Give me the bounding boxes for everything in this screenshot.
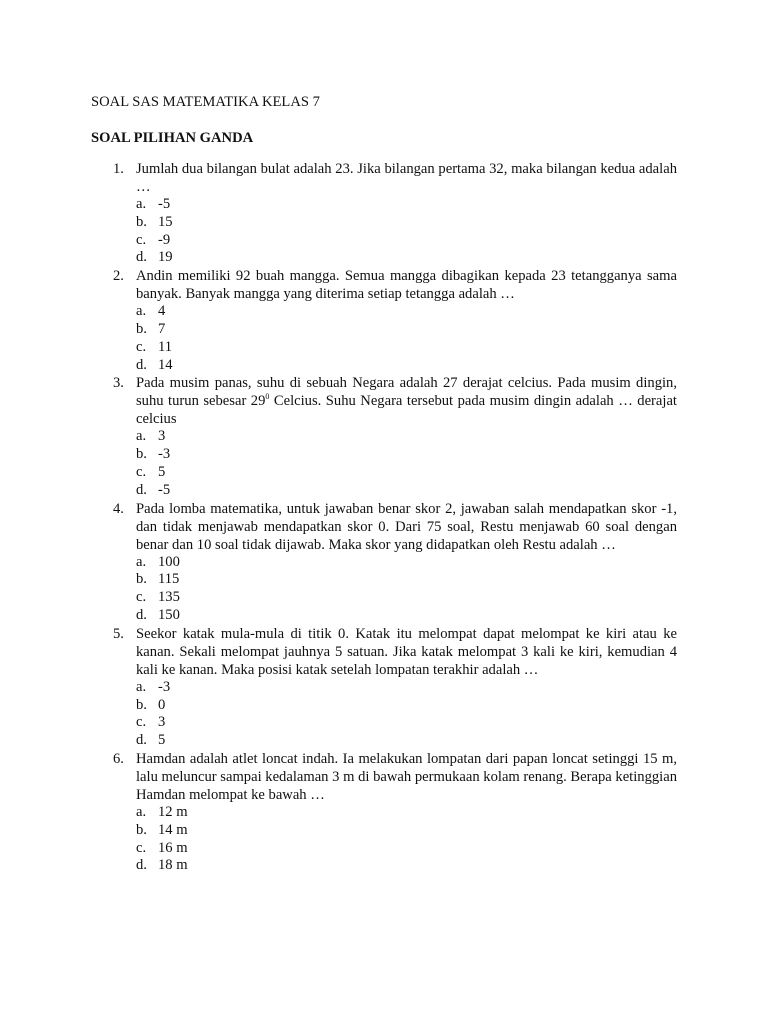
option-b xyxy=(136,571,677,589)
option-letter: d. xyxy=(136,606,147,623)
question-6 xyxy=(91,750,677,875)
option-a xyxy=(136,804,677,822)
question-text: Hamdan adalah atlet loncat indah. Ia melakukan lompatan dari papan loncat setinggi 15 m, lalu meluncur sampai kedalaman 3 m di bawah permukaan kolam renang. Berapa ketinggian Hamdan melompat ke bawah … xyxy=(136,750,677,803)
question-3 xyxy=(91,374,677,499)
option-letter: d. xyxy=(136,857,147,874)
option-list xyxy=(136,804,677,875)
option-letter: b. xyxy=(136,446,147,463)
document-title: SOAL SAS MATEMATIKA KELAS 7 xyxy=(91,94,320,110)
option-text: 18 m xyxy=(158,857,188,874)
option-c xyxy=(136,714,677,732)
option-text: 7 xyxy=(158,320,166,337)
option-text: 100 xyxy=(158,553,180,570)
option-letter: a. xyxy=(136,303,147,320)
question-text: Andin memiliki 92 buah mangga. Semua mangga dibagikan kepada 23 tetangganya sama banyak. Banyak mangga yang diterima setiap tetangga adalah … xyxy=(136,268,677,303)
option-text: 135 xyxy=(158,589,180,606)
option-letter: a. xyxy=(136,678,147,695)
question-text-part: Pada musim panas, suhu di sebuah Negara adalah 27 derajat celcius. Pada musim dingin, suhu turun sebesar 29 xyxy=(136,375,677,410)
option-b xyxy=(136,214,677,232)
option-c xyxy=(136,232,677,250)
option-list xyxy=(136,554,677,625)
option-letter: c. xyxy=(136,338,147,355)
option-text: 14 m xyxy=(158,821,188,838)
question-number: 3. xyxy=(113,375,124,392)
option-letter: d. xyxy=(136,732,147,749)
option-b xyxy=(136,822,677,840)
option-text: 3 xyxy=(158,428,166,445)
option-letter: a. xyxy=(136,196,147,212)
option-letter: d. xyxy=(136,356,147,373)
option-b xyxy=(136,446,677,464)
option-letter: a. xyxy=(136,553,147,570)
option-a xyxy=(136,679,677,697)
question-2 xyxy=(91,267,677,374)
option-text: 4 xyxy=(158,303,166,320)
option-letter: b. xyxy=(136,821,147,838)
section-title: SOAL PILIHAN GANDA xyxy=(91,130,254,146)
option-text: 0 xyxy=(158,696,166,713)
option-letter: a. xyxy=(136,803,147,820)
question-1 xyxy=(91,160,677,267)
option-text: 115 xyxy=(158,571,180,588)
option-text: 5 xyxy=(158,463,166,480)
question-list xyxy=(91,160,677,875)
option-text: 5 xyxy=(158,732,166,749)
question-number: 5. xyxy=(113,625,124,642)
option-b xyxy=(136,321,677,339)
question-text xyxy=(136,374,677,428)
option-d xyxy=(136,357,677,375)
option-letter: c. xyxy=(136,714,147,731)
question-number: 1. xyxy=(113,161,124,177)
option-letter: c. xyxy=(136,589,147,606)
question-text-part: Celcius. Suhu Negara tersebut pada musim dingin adalah … derajat celcius xyxy=(136,393,677,428)
option-a xyxy=(136,428,677,446)
option-text: 3 xyxy=(158,714,166,731)
option-list xyxy=(136,303,677,374)
option-text: -5 xyxy=(158,481,171,498)
option-text: 11 xyxy=(158,338,173,355)
document-page xyxy=(91,92,677,875)
option-a xyxy=(136,554,677,572)
option-letter: d. xyxy=(136,481,147,498)
option-list xyxy=(136,196,677,267)
option-text: 14 xyxy=(158,356,173,373)
option-list xyxy=(136,679,677,750)
question-text: Jumlah dua bilangan bulat adalah 23. Jika bilangan pertama 32, maka bilangan kedua adalah … xyxy=(136,161,677,195)
option-list xyxy=(136,428,677,499)
option-letter: c. xyxy=(136,231,147,248)
option-text: 15 xyxy=(158,213,173,230)
option-letter: b. xyxy=(136,696,147,713)
option-d xyxy=(136,857,677,875)
option-c xyxy=(136,464,677,482)
option-text: 12 m xyxy=(158,803,188,820)
option-letter: b. xyxy=(136,320,147,337)
degree-superscript: 0 xyxy=(265,392,270,402)
option-letter: b. xyxy=(136,213,147,230)
option-c xyxy=(136,589,677,607)
option-text: 16 m xyxy=(158,839,188,856)
question-5 xyxy=(91,625,677,750)
option-text: 150 xyxy=(158,606,180,623)
option-d xyxy=(136,607,677,625)
option-a xyxy=(136,196,677,214)
option-text: -9 xyxy=(158,231,171,248)
option-letter: b. xyxy=(136,571,147,588)
question-text: Pada lomba matematika, untuk jawaban benar skor 2, jawaban salah mendapatkan skor -1, dan tidak menjawab mendapatkan skor 0. Dari 75 soal, Restu menjawab 60 soal dengan benar dan 10 soal tidak dijawab. Maka skor yang didapatkan oleh Restu adalah … xyxy=(136,500,677,553)
option-b xyxy=(136,697,677,715)
question-text: Seekor katak mula-mula di titik 0. Katak itu melompat dapat melompat ke kiri atau ke kanan. Sekali melompat jauhnya 5 satuan. Jika katak melompat 3 kali ke kiri, kemudian 4 kali ke kanan. Maka posisi katak setelah lompatan terakhir adalah … xyxy=(136,625,677,678)
option-text: 19 xyxy=(158,249,173,266)
question-number: 4. xyxy=(113,500,124,517)
question-number: 2. xyxy=(113,268,124,285)
option-c xyxy=(136,339,677,357)
option-letter: c. xyxy=(136,839,147,856)
option-a xyxy=(136,303,677,321)
option-text: -3 xyxy=(158,446,171,463)
question-number: 6. xyxy=(113,750,124,767)
question-4 xyxy=(91,500,677,625)
option-c xyxy=(136,840,677,858)
option-letter: a. xyxy=(136,428,147,445)
option-text: -5 xyxy=(158,196,171,212)
option-text: -3 xyxy=(158,678,171,695)
option-d xyxy=(136,732,677,750)
option-d xyxy=(136,482,677,500)
option-letter: c. xyxy=(136,463,147,480)
option-letter: d. xyxy=(136,249,147,266)
option-d xyxy=(136,249,677,267)
